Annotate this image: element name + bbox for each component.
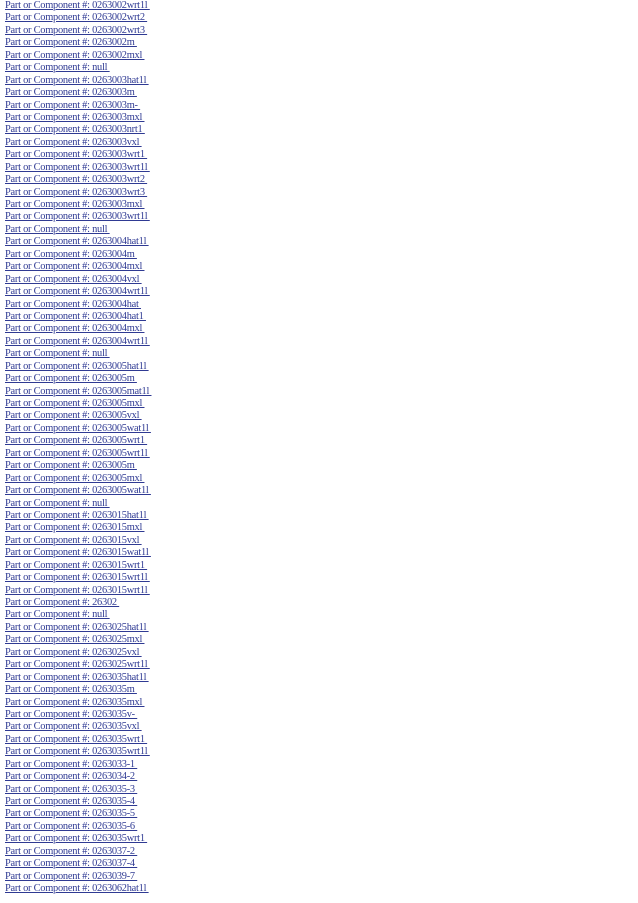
list-item <box>5 124 638 136</box>
list-item <box>5 236 638 248</box>
list-item <box>5 784 638 796</box>
list-item <box>5 535 638 547</box>
list-item <box>5 37 638 49</box>
part-component-link[interactable]: Part or Component #: 0263033-1 <box>5 758 138 770</box>
list-item <box>5 311 638 323</box>
part-component-link[interactable]: Part or Component #: null <box>5 62 110 74</box>
list-item <box>5 149 638 161</box>
part-component-link[interactable]: Part or Component #: 0263035mxl <box>5 696 145 708</box>
part-component-link[interactable]: Part or Component #: 0263005wat1l <box>5 485 151 497</box>
part-component-link[interactable]: Part or Component #: 0263034-2 <box>5 771 138 783</box>
part-component-link[interactable]: Part or Component #: 0263003wrt1 <box>5 149 148 161</box>
part-component-link[interactable]: Part or Component #: 0263002m <box>5 37 137 49</box>
part-component-link[interactable]: Part or Component #: 0263035wrt1 <box>5 833 148 845</box>
list-item <box>5 50 638 62</box>
list-item <box>5 522 638 534</box>
list-item <box>5 846 638 858</box>
part-component-link[interactable]: Part or Component #: 0263005wrt1 <box>5 435 148 447</box>
list-item <box>5 585 638 597</box>
part-component-link[interactable]: Part or Component #: 0263004hat1l <box>5 236 149 248</box>
part-component-link[interactable]: Part or Component #: 0263015wrt1l <box>5 572 150 584</box>
list-item <box>5 100 638 112</box>
part-component-link[interactable]: Part or Component #: 0263035-4 <box>5 796 138 807</box>
list-item <box>5 547 638 559</box>
part-component-link[interactable]: Part or Component #: 0263003nrt1 <box>5 124 145 136</box>
list-item <box>5 833 638 845</box>
part-component-link[interactable]: Part or Component #: 0263015mxl <box>5 522 145 534</box>
part-component-link[interactable]: Part or Component #: 0263004m <box>5 248 137 260</box>
list-item <box>5 199 638 211</box>
part-component-link[interactable]: Part or Component #: 0263003wrt1l <box>5 161 150 173</box>
part-component-link[interactable]: Part or Component #: 0263025hat1l <box>5 621 149 633</box>
part-component-link[interactable]: Part or Component #: 0263002wrt2 <box>5 12 148 24</box>
list-item <box>5 473 638 485</box>
list-item <box>5 485 638 497</box>
list-item <box>5 460 638 472</box>
part-component-link[interactable]: Part or Component #: 0263005mat1l <box>5 385 152 397</box>
part-component-link[interactable]: Part or Component #: 0263037-4 <box>5 858 138 870</box>
list-item <box>5 112 638 124</box>
list-item <box>5 609 638 621</box>
list-item <box>5 162 638 174</box>
part-component-link[interactable]: Part or Component #: null <box>5 348 110 360</box>
part-component-link[interactable]: Part or Component #: 0263004wrt1l <box>5 335 150 347</box>
part-component-link[interactable]: Part or Component #: 0263002mxl <box>5 49 145 61</box>
list-item <box>5 0 638 12</box>
part-component-link[interactable]: Part or Component #: 0263003hat1l <box>5 74 149 86</box>
list-item <box>5 323 638 335</box>
part-component-link[interactable]: Part or Component #: 0263002wrt3 <box>5 24 148 36</box>
part-component-link[interactable]: Part or Component #: 0263035v- <box>5 708 138 720</box>
part-component-link[interactable]: Part or Component #: 0263039-7 <box>5 870 138 882</box>
list-item <box>5 597 638 609</box>
part-component-link[interactable]: Part or Component #: 0263003wrt1l <box>5 211 150 223</box>
list-item <box>5 672 638 684</box>
list-item <box>5 286 638 298</box>
part-component-link[interactable]: Part or Component #: 0263005hat1l <box>5 360 149 372</box>
part-component-link[interactable]: Part or Component #: 0263004hat <box>5 298 142 310</box>
part-component-link[interactable]: Part or Component #: 0263004vxl <box>5 273 142 285</box>
list-item <box>5 75 638 87</box>
list-item <box>5 808 638 820</box>
part-component-link[interactable]: Part or Component #: 0263003vxl <box>5 136 142 148</box>
list-item <box>5 137 638 149</box>
part-component-link[interactable]: Part or Component #: 0263015wat1l <box>5 547 151 559</box>
list-item <box>5 734 638 746</box>
list-item <box>5 883 638 895</box>
list-item <box>5 771 638 783</box>
list-item <box>5 647 638 659</box>
part-component-link[interactable]: Part or Component #: 0263003m <box>5 87 137 99</box>
list-item <box>5 174 638 186</box>
list-item <box>5 274 638 286</box>
part-component-link[interactable]: Part or Component #: 0263002wrt1l <box>5 0 150 11</box>
list-item <box>5 796 638 808</box>
list-item <box>5 398 638 410</box>
part-component-link[interactable]: Part or Component #: 0263005wat1l <box>5 422 151 434</box>
list-item <box>5 386 638 398</box>
part-component-link[interactable]: Part or Component #: 0263035vxl <box>5 721 142 733</box>
part-component-link[interactable]: Part or Component #: 0263003m- <box>5 99 141 111</box>
part-component-link[interactable]: Part or Component #: 0263035-6 <box>5 820 138 832</box>
part-component-link[interactable]: Part or Component #: 0263005mxl <box>5 472 145 484</box>
list-item <box>5 87 638 99</box>
list-item <box>5 746 638 758</box>
list-item <box>5 211 638 223</box>
part-component-link[interactable]: Part or Component #: 0263004wrt1l <box>5 286 150 298</box>
list-item <box>5 249 638 261</box>
part-component-link[interactable]: Part or Component #: 26302 <box>5 597 120 608</box>
part-component-link[interactable]: Part or Component #: 0263015wrt1l <box>5 584 150 596</box>
list-item <box>5 622 638 634</box>
list-item <box>5 871 638 883</box>
list-item <box>5 659 638 671</box>
part-component-link[interactable]: Part or Component #: 0263015vxl <box>5 534 142 546</box>
part-component-link[interactable]: Part or Component #: 0263003wrt2 <box>5 174 148 186</box>
list-item <box>5 448 638 460</box>
part-component-link[interactable]: Part or Component #: 0263025vxl <box>5 646 142 658</box>
list-item <box>5 348 638 360</box>
part-component-link[interactable]: Part or Component #: 0263062hat1l <box>5 883 149 895</box>
list-item <box>5 821 638 833</box>
list-item <box>5 634 638 646</box>
list-item <box>5 25 638 37</box>
part-component-link[interactable]: Part or Component #: 0263035wrt1 <box>5 733 148 745</box>
part-component-link[interactable]: Part or Component #: 0263025mxl <box>5 634 145 646</box>
part-component-link[interactable]: Part or Component #: 0263025wrt1l <box>5 659 150 671</box>
part-component-link[interactable]: Part or Component #: 0263004mxl <box>5 323 145 335</box>
part-component-link[interactable]: Part or Component #: 0263005vxl <box>5 410 142 422</box>
list-item <box>5 572 638 584</box>
part-component-link[interactable]: Part or Component #: null <box>5 223 110 235</box>
list-item <box>5 498 638 510</box>
part-component-link[interactable]: Part or Component #: 0263003mxl <box>5 199 145 210</box>
part-component-link[interactable]: Part or Component #: 0263005m <box>5 373 137 385</box>
list-item <box>5 224 638 236</box>
part-component-link[interactable]: Part or Component #: 0263005wrt1l <box>5 447 150 459</box>
list-item <box>5 560 638 572</box>
part-component-link[interactable]: Part or Component #: 0263015hat1l <box>5 509 149 521</box>
part-component-link[interactable]: Part or Component #: 0263004mxl <box>5 261 145 273</box>
list-item <box>5 697 638 709</box>
list-item <box>5 858 638 870</box>
part-component-link[interactable]: Part or Component #: 0263003mxl <box>5 111 145 123</box>
part-component-link[interactable]: Part or Component #: 0263004hat1 <box>5 310 146 322</box>
list-item <box>5 709 638 721</box>
list-item <box>5 299 638 311</box>
list-item <box>5 261 638 273</box>
list-item <box>5 721 638 733</box>
list-item <box>5 435 638 447</box>
part-component-link[interactable]: Part or Component #: 0263003wrt3 <box>5 186 148 198</box>
part-component-link[interactable]: Part or Component #: 0263035m <box>5 684 137 696</box>
list-item <box>5 62 638 74</box>
part-component-link[interactable]: Part or Component #: 0263037-2 <box>5 845 138 857</box>
list-item <box>5 510 638 522</box>
list-item <box>5 684 638 696</box>
part-component-link[interactable]: Part or Component #: 0263035-5 <box>5 808 138 820</box>
list-item <box>5 423 638 435</box>
part-component-link[interactable]: Part or Component #: 0263035hat1l <box>5 671 149 683</box>
list-item <box>5 336 638 348</box>
part-component-link[interactable]: Part or Component #: 0263005mxl <box>5 398 145 409</box>
list-item <box>5 373 638 385</box>
part-component-link[interactable]: Part or Component #: 0263035-3 <box>5 783 138 795</box>
part-component-link[interactable]: Part or Component #: null <box>5 497 110 509</box>
part-component-link[interactable]: Part or Component #: 0263035wrt1l <box>5 746 150 758</box>
part-component-link[interactable]: Part or Component #: 0263015wrt1 <box>5 559 148 571</box>
list-item <box>5 12 638 24</box>
part-component-link[interactable]: Part or Component #: 0263005m <box>5 460 137 472</box>
list-item <box>5 187 638 199</box>
list-item <box>5 410 638 422</box>
list-item <box>5 759 638 771</box>
part-component-link[interactable]: Part or Component #: null <box>5 609 110 621</box>
list-item <box>5 361 638 373</box>
